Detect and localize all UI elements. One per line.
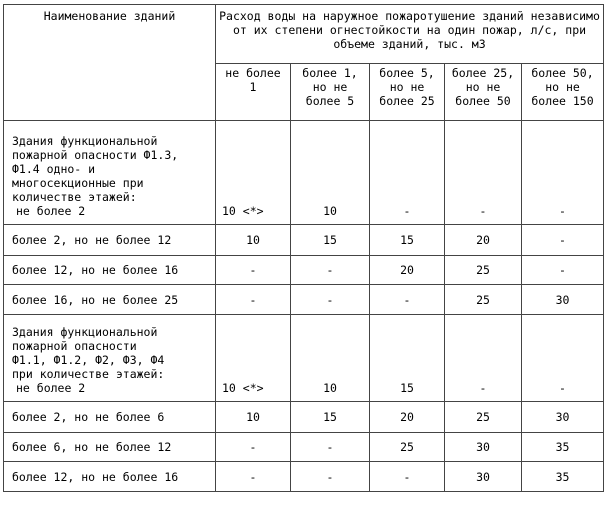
- row-label: более 12, но не более 16: [4, 256, 216, 285]
- header-volume-col-3: более 5, но не более 25: [370, 64, 445, 121]
- table-cell: 10: [216, 402, 291, 433]
- table-row: [4, 433, 604, 462]
- group-2-first-row: [4, 315, 604, 402]
- table-cell: -: [291, 462, 370, 492]
- group-1-first-row-label: не более 2: [16, 204, 86, 218]
- header-name-column: Наименование зданий: [4, 5, 216, 121]
- row-label: более 6, но не более 12: [4, 433, 216, 462]
- table-cell: -: [522, 225, 604, 256]
- table-row: [4, 285, 604, 315]
- table-cell: 15: [370, 315, 445, 402]
- table-cell: -: [216, 433, 291, 462]
- table-cell: -: [522, 256, 604, 285]
- table-cell: 10 <*>: [216, 315, 291, 402]
- row-label: более 2, но не более 6: [4, 402, 216, 433]
- row-label: более 12, но не более 16: [4, 462, 216, 492]
- group-2-first-row-label: не более 2: [16, 381, 86, 395]
- table-cell: 15: [370, 225, 445, 256]
- table-cell: 30: [445, 433, 522, 462]
- table-cell: 35: [522, 433, 604, 462]
- table-cell: -: [522, 121, 604, 225]
- header-volume-col-2: более 1, но не более 5: [291, 64, 370, 121]
- table-cell: 15: [291, 402, 370, 433]
- table-cell: 30: [445, 462, 522, 492]
- table-cell: 20: [445, 225, 522, 256]
- table-cell: -: [370, 285, 445, 315]
- table-cell: -: [291, 285, 370, 315]
- table-cell: -: [291, 433, 370, 462]
- table-cell: 10: [291, 315, 370, 402]
- table-row: [4, 225, 604, 256]
- group-2-title: [4, 315, 216, 402]
- table-cell: -: [216, 462, 291, 492]
- table-cell: -: [445, 315, 522, 402]
- table-cell: -: [370, 462, 445, 492]
- table-cell: -: [216, 285, 291, 315]
- table-cell: -: [216, 256, 291, 285]
- group-1-title-text: Здания функциональной пожарной опасности Ф1.3, Ф1.4 одно- и многосекционные при количестве этажей:: [12, 134, 179, 204]
- group-2-title-text: Здания функциональной пожарной опасности Ф1.1, Ф1.2, Ф2, Ф3, Ф4 при количестве этажей:: [12, 325, 165, 381]
- table-cell: 10: [216, 225, 291, 256]
- table-cell: 25: [370, 433, 445, 462]
- table-row: [4, 462, 604, 492]
- table-cell: 10 <*>: [216, 121, 291, 225]
- table-cell: 35: [522, 462, 604, 492]
- table-cell: 25: [445, 285, 522, 315]
- table-cell: 20: [370, 256, 445, 285]
- table-cell: 20: [370, 402, 445, 433]
- table-cell: 30: [522, 285, 604, 315]
- header-volume-col-4: более 25, но не более 50: [445, 64, 522, 121]
- table-row: [4, 402, 604, 433]
- row-label: более 2, но не более 12: [4, 225, 216, 256]
- table-cell: 30: [522, 402, 604, 433]
- table-cell: -: [445, 121, 522, 225]
- header-volume-col-5: более 50, но не более 150: [522, 64, 604, 121]
- water-consumption-table: [3, 4, 604, 492]
- table-cell: 10: [291, 121, 370, 225]
- table-cell: -: [370, 121, 445, 225]
- table-cell: 25: [445, 402, 522, 433]
- table-cell: -: [291, 256, 370, 285]
- group-1-title: [4, 121, 216, 225]
- table-row: [4, 256, 604, 285]
- table-cell: -: [522, 315, 604, 402]
- group-1-first-row: [4, 121, 604, 225]
- row-label: более 16, но не более 25: [4, 285, 216, 315]
- header-volume-col-1: не более 1: [216, 64, 291, 121]
- header-row: [4, 5, 604, 64]
- table-cell: 15: [291, 225, 370, 256]
- header-water-consumption: Расход воды на наружное пожаротушение зданий независимо от их степени огнестойкости на один пожар, л/с, при объеме зданий, тыс. м3: [216, 5, 604, 64]
- table-cell: 25: [445, 256, 522, 285]
